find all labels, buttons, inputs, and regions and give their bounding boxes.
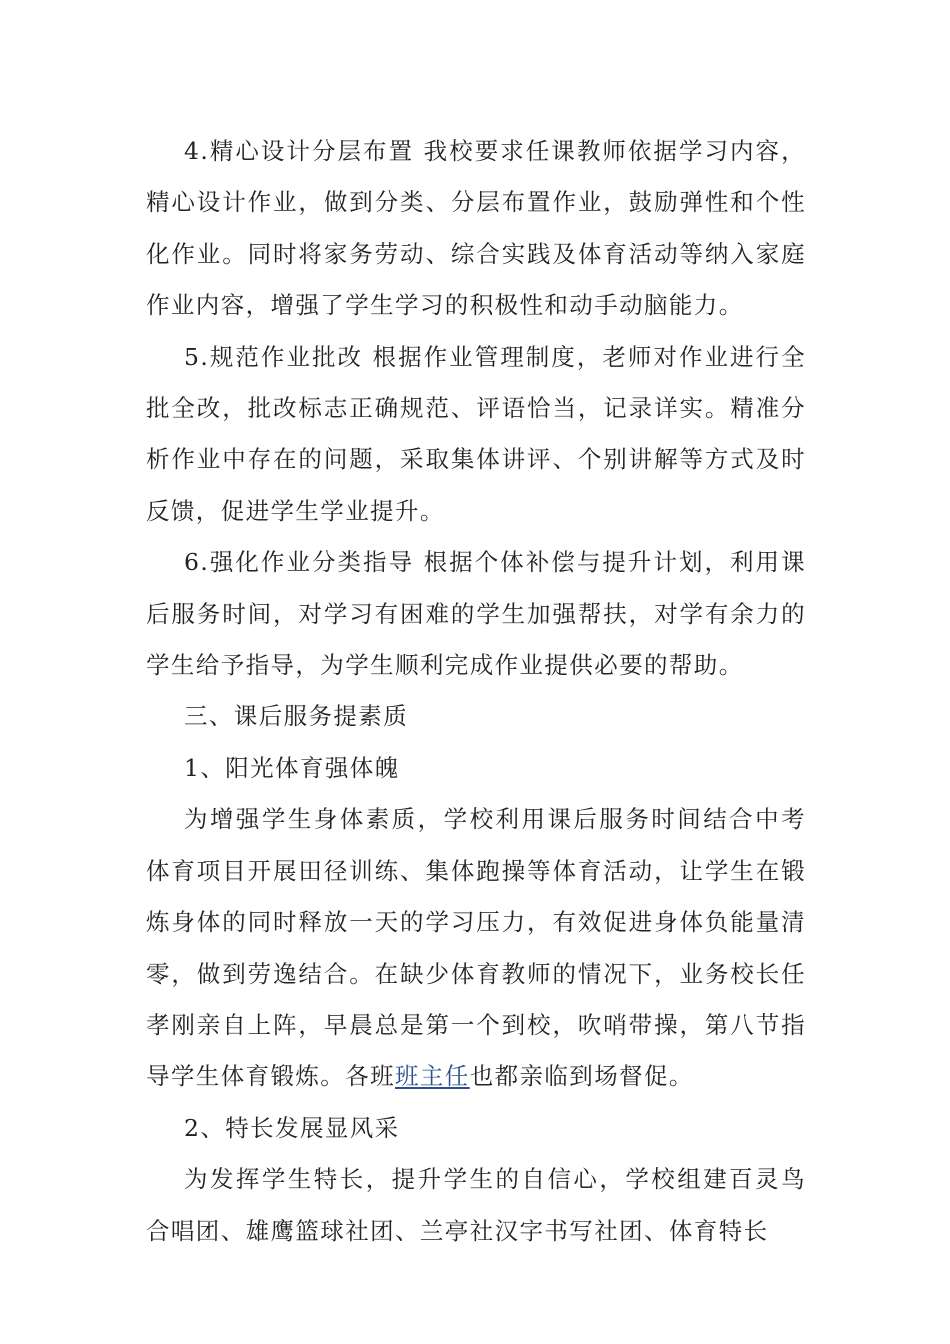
paragraph-homework-design: 4.精心设计分层布置 我校要求任课教师依据学习内容，精心设计作业，做到分类、分层布置作业，鼓励弹性和个性化作业。同时将家务劳动、综合实践及体育活动等纳入家庭作业内容，增强了学生学习的积极性和动手动脑能力。 bbox=[146, 137, 806, 320]
subheading-talent-development: 2、特长发展显风采 bbox=[184, 1113, 400, 1142]
paragraph-sunshine-sports bbox=[146, 794, 806, 1102]
paragraph-homework-guidance: 6.强化作业分类指导 根据个体补偿与提升计划，利用课后服务时间，对学习有困难的学生加强帮扶，对学有余力的学生给予指导，为学生顺利完成作业提供必要的帮助。 bbox=[146, 548, 806, 680]
section-heading-after-school-service: 三、课后服务提素质 bbox=[184, 702, 409, 731]
paragraph-text-after-link: 也都亲临到场督促。 bbox=[469, 1062, 694, 1091]
subheading-sunshine-sports: 1、阳光体育强体魄 bbox=[184, 753, 400, 782]
document-body bbox=[146, 126, 806, 1257]
paragraph-text-before-link: 为增强学生身体素质，学校利用课后服务时间结合中考体育项目开展田径训练、集体跑操等体育活动，让学生在锻炼身体的同时释放一天的学习压力，有效促进身体负能量清零，做到劳逸结合。在缺少体育教师的情况下，业务校长任孝刚亲自上阵，早晨总是第一个到校，吹哨带操，第八节指导学生体育锻炼。各班 bbox=[146, 805, 806, 1091]
paragraph-talent-development: 为发挥学生特长，提升学生的自信心，学校组建百灵鸟合唱团、雄鹰篮球社团、兰亭社汉字书写社团、体育特长 bbox=[146, 1165, 806, 1245]
paragraph-homework-correction: 5.规范作业批改 根据作业管理制度，老师对作业进行全批全改，批改标志正确规范、评语恰当，记录详实。精准分析作业中存在的问题，采取集体讲评、个别讲解等方式及时反馈，促进学生学业提升。 bbox=[146, 342, 806, 525]
head-teacher-link[interactable]: 班主任 bbox=[395, 1062, 470, 1091]
